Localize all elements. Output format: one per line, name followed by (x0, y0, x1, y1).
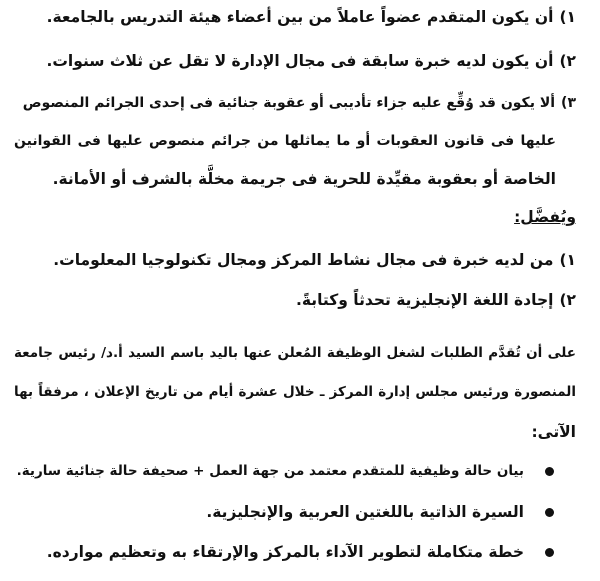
preferred-text: إجادة اللغة الإنجليزية تحدثاً وكتابةً. (295, 291, 554, 309)
condition-2 (14, 50, 576, 72)
preferred-text: من لديه خبرة فى مجال نشاط المركز ومجال تكنولوجيا المعلومات. (53, 251, 554, 269)
preferred-item-1 (14, 249, 576, 271)
condition-number: ٣) (561, 95, 576, 111)
bullet-icon (545, 508, 554, 517)
attachment-item-1: بيان حالة وظيفية للمتقدم معتمد من جهة العمل + صحيفة حالة جنائية سارية. (16, 463, 524, 479)
condition-text: أن يكون لديه خبرة سابقة فى مجال الإدارة لا تقل عن ثلاث سنوات. (46, 52, 554, 70)
submission-line-3: الآتى: (531, 423, 576, 441)
condition-3-continuation-2: الخاصة أو بعقوبة مقيِّدة للحرية فى جريمة مخلَّة بالشرف أو الأمانة. (52, 170, 556, 188)
preferred-number: ١) (559, 251, 576, 269)
attachment-item-3: خطة متكاملة لتطوير الآداء بالمركز والإرتقاء به وتعظيم موارده. (46, 543, 524, 561)
condition-text: ألا يكون قد وُقِّع عليه جزاء تأديبى أو عقوبة جنائية فى إحدى الجرائم المنصوص (22, 95, 556, 111)
submission-line-2: المنصورة ورئيس مجلس إدارة المركز ـ خلال عشرة أيام من تاريخ الإعلان ، مرفقاً بها (14, 384, 576, 400)
condition-1 (14, 6, 576, 28)
condition-text: أن يكون المتقدم عضواً عاملاً من بين أعضاء هيئة التدريس بالجامعة. (46, 8, 554, 26)
bullet-icon (545, 467, 554, 476)
preferred-number: ٢) (559, 291, 576, 309)
condition-3-continuation-1: عليها فى قانون العقوبات أو ما يماثلها من جرائم منصوص عليها فى القوانين (14, 133, 556, 149)
bullet-icon (545, 548, 554, 557)
attachment-item-2: السيرة الذاتية باللغتين العربية والإنجليزية. (206, 503, 524, 521)
condition-3 (14, 92, 576, 114)
preferred-heading-text: ويُفضَّل: (514, 208, 576, 226)
preferred-heading (14, 206, 576, 228)
condition-number: ٢) (559, 52, 576, 70)
preferred-item-2 (14, 289, 576, 311)
condition-number: ١) (559, 8, 576, 26)
submission-line-1: على أن تُقدَّم الطلبات لشغل الوظيفة المُعلن عنها باليد باسم السيد أ.د/ رئيس جامعة (14, 345, 576, 361)
